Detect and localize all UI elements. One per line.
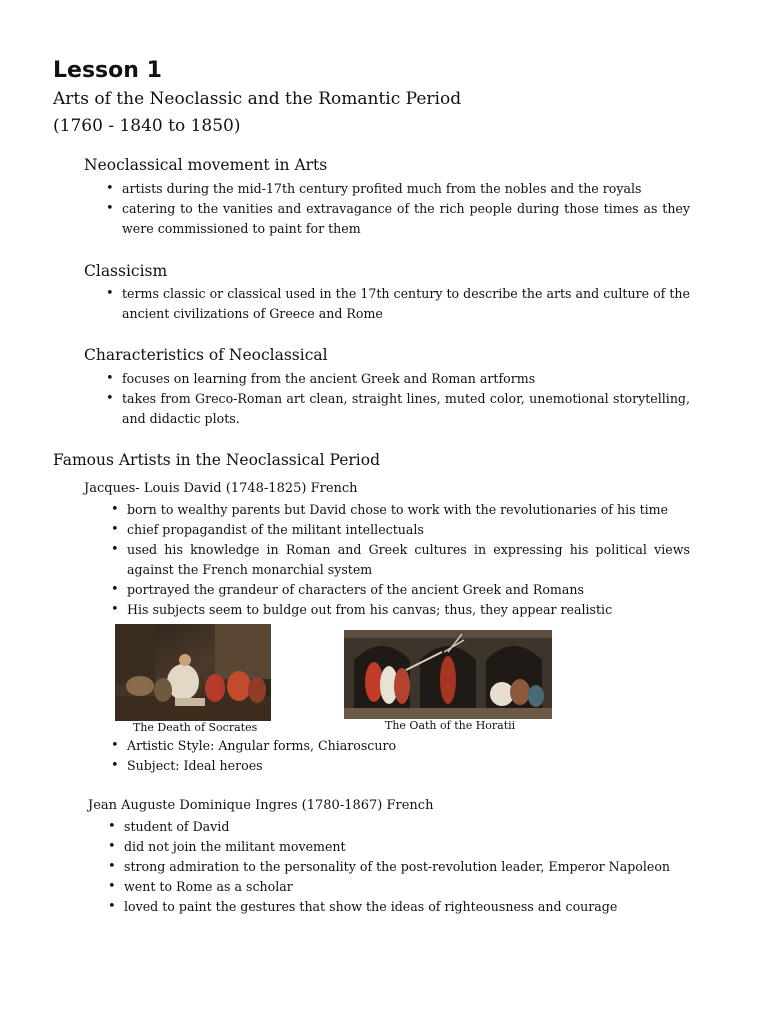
list-item: • chief propagandist of the militant intellectuals [127, 520, 690, 540]
classicism-list [122, 284, 690, 324]
list-item: • portrayed the grandeur of characters of the ancient Greek and Romans [127, 580, 690, 600]
painting-oath-of-the-horatii-image [344, 630, 552, 719]
document-subtitle: Arts of the Neoclassic and the Romantic Period [53, 89, 462, 109]
painting-oath-of-the-horatii [344, 630, 552, 719]
list-item: • student of David [124, 817, 690, 837]
lesson-title: Lesson 1 [53, 58, 162, 83]
list-item: • terms classic or classical used in the 17th century to describe the arts and culture of the ancient civilizations of Greece and Rome [122, 284, 690, 324]
david-style-list [127, 736, 690, 776]
painting-death-of-socrates [115, 624, 271, 721]
section-heading-neoclassical: Neoclassical movement in Arts [84, 156, 328, 174]
document-period: (1760 - 1840 to 1850) [53, 116, 241, 136]
neoclassical-list [122, 179, 690, 239]
list-item: • catering to the vanities and extravagance of the rich people during those times as they were commissioned to paint for them [122, 199, 690, 239]
list-item: • focuses on learning from the ancient Greek and Roman artforms [122, 369, 690, 389]
caption-oath-of-the-horatii: The Oath of the Horatii [385, 719, 516, 732]
list-item: • His subjects seem to buldge out from his canvas; thus, they appear realistic [127, 600, 690, 620]
artist-name-david: Jacques- Louis David (1748-1825) French [84, 481, 358, 496]
list-item: • artists during the mid-17th century profited much from the nobles and the royals [122, 179, 690, 199]
caption-death-of-socrates: The Death of Socrates [133, 721, 258, 734]
list-item: • did not join the militant movement [124, 837, 690, 857]
list-item: • takes from Greco-Roman art clean, straight lines, muted color, unemotional storytelling, and didactic plots. [122, 389, 690, 429]
list-item: • Subject: Ideal heroes [127, 756, 690, 776]
artist-name-ingres: Jean Auguste Dominique Ingres (1780-1867) French [88, 798, 434, 813]
list-item: • strong admiration to the personality of the post-revolution leader, Emperor Napoleon [124, 857, 690, 877]
section-heading-famous-artists: Famous Artists in the Neoclassical Period [53, 451, 381, 469]
painting-death-of-socrates-image [115, 624, 271, 721]
characteristics-list [122, 369, 690, 429]
david-list [127, 500, 690, 620]
list-item: • born to wealthy parents but David chose to work with the revolutionaries of his time [127, 500, 690, 520]
section-heading-characteristics: Characteristics of Neoclassical [84, 346, 328, 364]
section-heading-classicism: Classicism [84, 262, 168, 280]
list-item: • went to Rome as a scholar [124, 877, 690, 897]
list-item: • used his knowledge in Roman and Greek cultures in expressing his political views against the French monarchial system [127, 540, 690, 580]
list-item: • loved to paint the gestures that show the ideas of righteousness and courage [124, 897, 690, 917]
list-item: • Artistic Style: Angular forms, Chiaroscuro [127, 736, 690, 756]
ingres-list [124, 817, 690, 917]
